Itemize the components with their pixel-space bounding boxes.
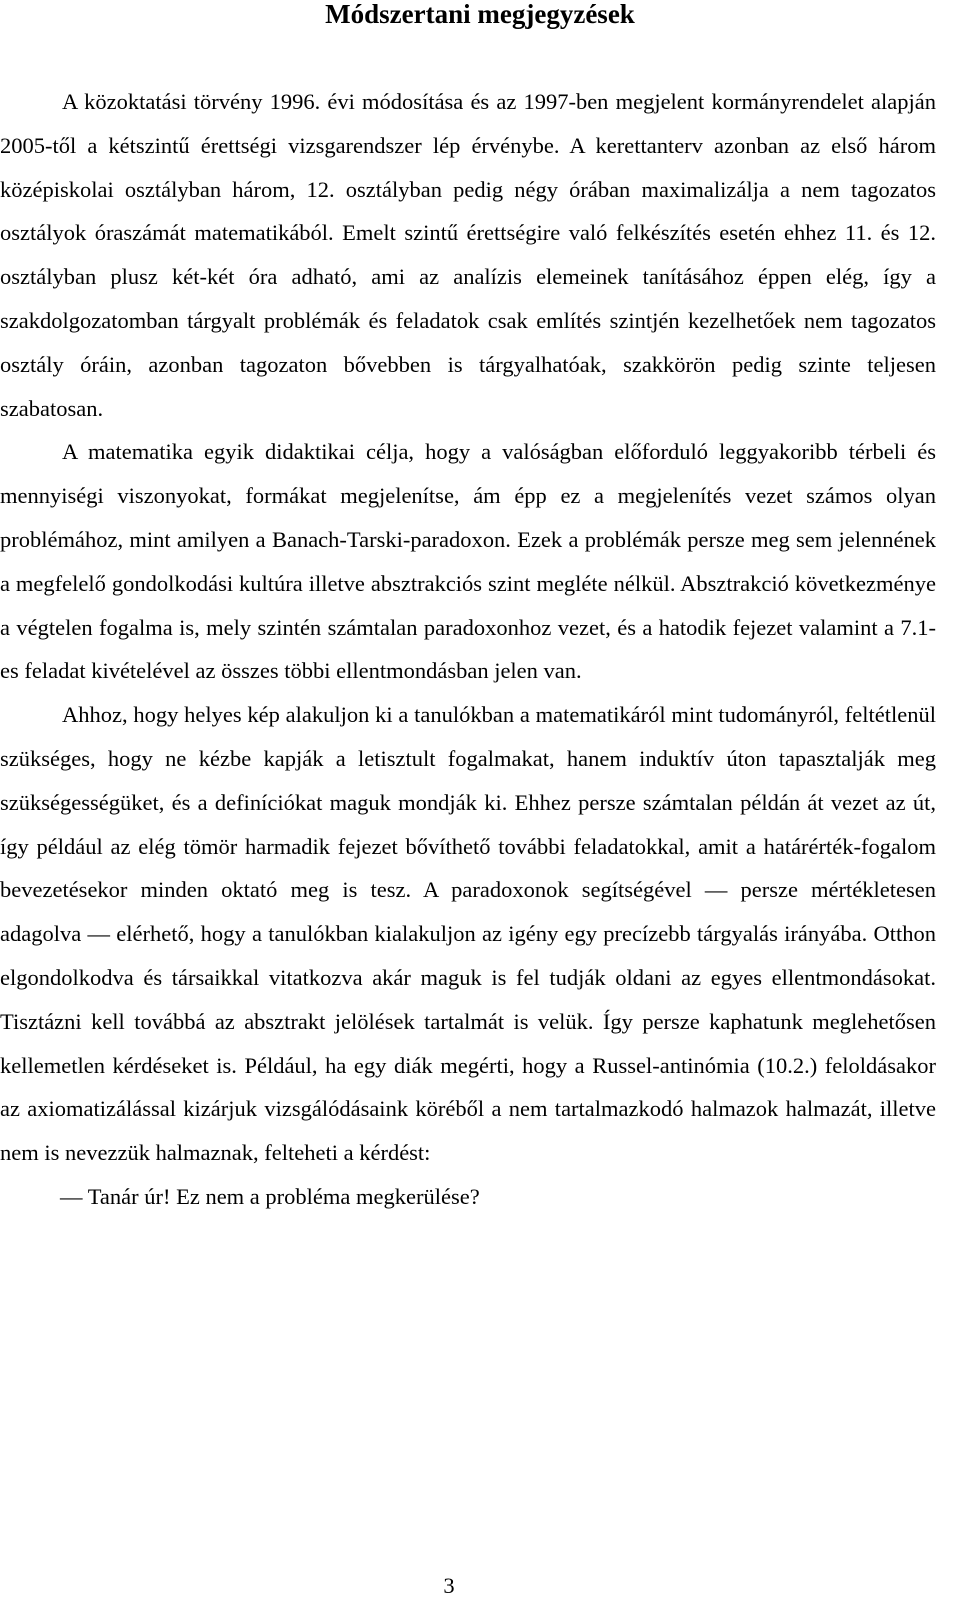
body-text	[0, 80, 936, 1219]
paragraph-curriculum: A közoktatási törvény 1996. évi módosítása és az 1997-ben megjelent kormányrendelet alapján 2005-től a kétszintű érettségi vizsgarendszer lép érvénybe. A kerettanterv azonban az első három középiskolai osztályban három, 12. osztályban pedig négy órában maximalizálja a nem tagozatos osztályok óraszámát matematikából. Emelt szintű érettségire való felkészítés esetén ehhez 11. és 12. osztályban plusz két-két óra adható, ami az analízis elemeinek tanításához éppen elég, így a szakdolgozatomban tárgyalt problémák és feladatok csak említés szintjén kezelhetőek nem tagozatos osztály óráin, azonban tagozaton bővebben is tárgyalhatóak, szakkörön pedig szinte teljesen szabatosan.	[0, 89, 936, 421]
page-title: Módszertani megjegyzések	[325, 0, 635, 29]
paragraph-student-question: — Tanár úr! Ez nem a probléma megkerülése?	[60, 1183, 480, 1209]
page-number: 3	[443, 1573, 455, 1598]
paragraph-inductive-teaching: Ahhoz, hogy helyes kép alakuljon ki a tanulókban a matematikáról mint tudományról, feltétlenül szükséges, hogy ne kézbe kapják a letisztult fogalmakat, hanem induktív úton tapasztalják meg szükségességüket, és a definíciókat maguk mondják ki. Ehhez persze számtalan példán át vezet az út, így például az elég tömör harmadik fejezet bővíthető további feladatokkal, amit a határérték-fogalom bevezetésekor minden oktató meg is tesz. A paradoxonok segítségével — persze mértékletesen adagolva — elérhető, hogy a tanulókban kialakuljon az igény egy precízebb tárgyalás irányába. Otthon elgondolkodva és társaikkal vitatkozva akár maguk is fel tudják oldani az egyes ellentmondásokat. Tisztázni kell továbbá az absztrakt jelölések tartalmát is velük. Így persze kaphatunk meglehetősen kellemetlen kérdéseket is. Például, ha egy diák megérti, hogy a Russel-antinómia (10.2.) feloldásakor az axiomatizálással kizárjuk vizsgálódásaink köréből a nem tartalmazkodó halmazok halmazát, illetve nem is nevezzük halmaznak, felteheti a kérdést:	[0, 702, 936, 1166]
paragraph-didactic-goal: A matematika egyik didaktikai célja, hogy a valóságban előforduló leggyakoribb térbeli és mennyiségi viszonyokat, formákat megjelenítse, ám épp ez a megjelenítés vezet számos olyan problémához, mint amilyen a Banach-Tarski-paradoxon. Ezek a problémák persze meg sem jelennének a megfelelő gondolkodási kultúra illetve absztrakciós szint megléte nélkül. Absztrakció következménye a végtelen fogalma is, mely szintén számtalan paradoxonhoz vezet, és a hatodik fejezet valamint a 7.1-es feladat kivételével az összes többi ellentmondásban jelen van.	[0, 439, 936, 684]
